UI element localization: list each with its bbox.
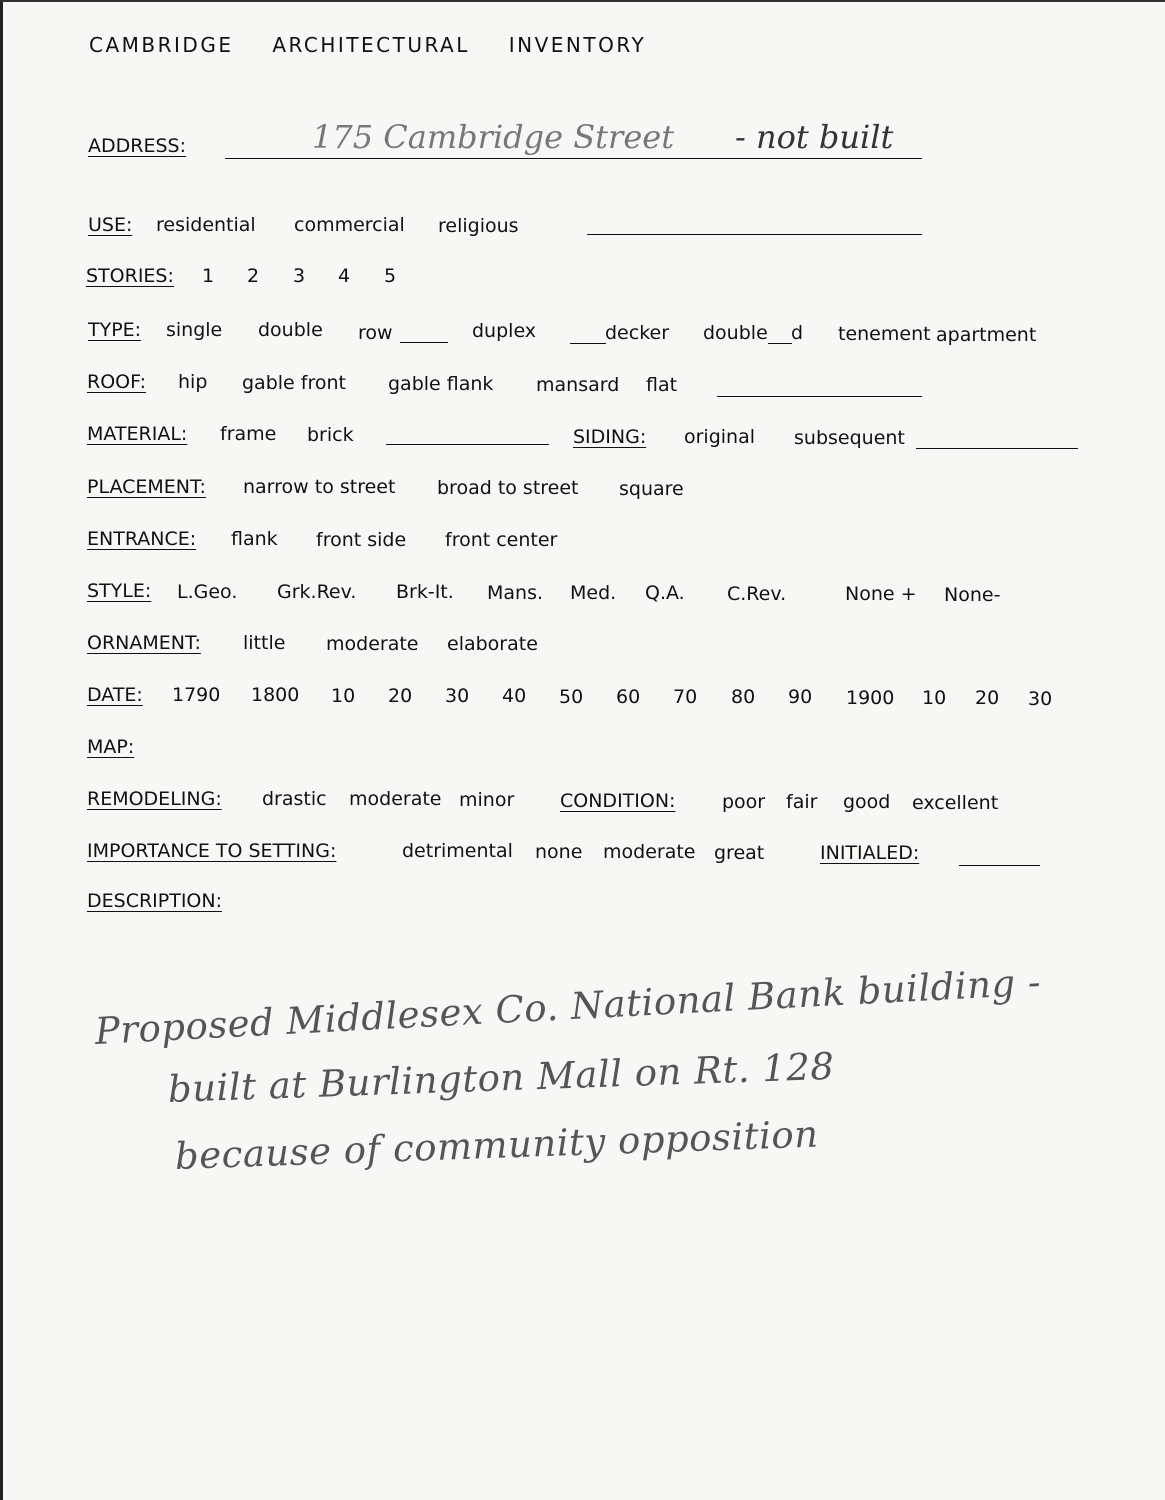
date-option[interactable]: 90 [788,686,813,708]
row-blank-line [400,342,448,343]
siding-label: SIDING: [573,426,647,448]
style-label: STYLE: [87,580,152,602]
date-option[interactable]: 40 [502,685,527,707]
siding-option[interactable]: subsequent [794,427,905,449]
placement-option[interactable]: square [619,478,684,500]
entrance-option[interactable]: front center [445,529,558,551]
type-option[interactable]: double [703,322,768,344]
entrance-option[interactable]: flank [231,528,278,550]
type-label: TYPE: [88,319,142,341]
stories-label: STORIES: [86,265,174,287]
style-option[interactable]: Q.A. [645,582,685,604]
remodeling-label: REMODELING: [87,788,222,810]
importance-option[interactable]: great [714,842,765,864]
type-option[interactable]: single [166,319,223,341]
roof-option[interactable]: gable front [242,372,346,394]
siding-option[interactable]: original [684,426,756,448]
double-d-blank-line [768,343,792,344]
stories-option[interactable]: 4 [338,265,351,287]
stories-option[interactable]: 5 [384,265,397,287]
remodeling-option[interactable]: drastic [262,788,327,810]
placement-option[interactable]: narrow to street [243,476,396,498]
ornament-option[interactable]: moderate [326,633,419,655]
style-option[interactable]: Brk-It. [396,581,454,603]
use-option[interactable]: residential [156,214,256,236]
address-line [225,158,922,159]
condition-option[interactable]: good [843,791,891,813]
material-label: MATERIAL: [87,423,188,445]
roof-option[interactable]: mansard [536,374,620,396]
date-option[interactable]: 60 [616,686,641,708]
ornament-option[interactable]: little [243,632,286,654]
initialed-label: INITIALED: [820,842,920,864]
date-label: DATE: [87,684,143,706]
style-option[interactable]: Med. [570,582,617,604]
style-option[interactable]: Mans. [487,582,544,604]
use-other-line [587,234,922,235]
material-other-line [386,444,549,445]
entrance-label: ENTRANCE: [87,528,197,550]
form-title [89,33,676,57]
date-option[interactable]: 1800 [251,684,300,706]
type-option[interactable]: double [258,319,323,341]
date-option[interactable]: 30 [445,685,470,707]
date-option[interactable]: 80 [731,686,756,708]
type-option[interactable]: apartment [936,324,1037,346]
date-option[interactable]: 1790 [172,684,221,706]
condition-label: CONDITION: [560,790,676,812]
siding-other-line [916,448,1078,449]
type-option[interactable]: duplex [472,320,537,342]
address-label: ADDRESS: [88,135,186,157]
condition-option[interactable]: fair [786,791,818,813]
remodeling-option[interactable]: minor [459,789,515,811]
importance-option[interactable]: moderate [603,841,696,863]
condition-option[interactable]: excellent [912,792,999,814]
roof-label: ROOF: [87,371,146,393]
description-label: DESCRIPTION: [87,890,223,912]
roof-option[interactable]: hip [178,371,208,393]
date-option[interactable]: 30 [1028,688,1053,710]
date-option[interactable]: 20 [388,685,413,707]
style-option[interactable]: None- [944,584,1001,606]
title-part: INVENTORY [508,33,647,57]
description-line: built at Burlington Mall on Rt. 128 [167,1044,836,1111]
initialed-line[interactable] [959,865,1040,866]
importance-label: IMPORTANCE TO SETTING: [87,840,337,862]
stories-option[interactable]: 2 [247,265,260,287]
ornament-option[interactable]: elaborate [447,633,538,655]
remodeling-option[interactable]: moderate [349,788,442,810]
use-option[interactable]: religious [438,215,519,237]
placement-label: PLACEMENT: [87,476,206,498]
roof-option[interactable]: gable flank [388,373,494,395]
date-option[interactable]: 1900 [846,687,895,709]
roof-option[interactable]: flat [646,374,678,396]
decker-blank-line [570,343,606,344]
type-option[interactable]: tenement [838,323,931,345]
title-part: CAMBRIDGE [89,33,234,57]
material-option[interactable]: brick [307,424,354,446]
style-option[interactable]: C.Rev. [727,583,787,605]
ornament-label: ORNAMENT: [87,632,201,654]
use-option[interactable]: commercial [294,214,405,236]
importance-option[interactable]: none [535,841,583,863]
description-line: Proposed Middlesex Co. National Bank building - [93,960,1042,1053]
type-option[interactable]: row [358,322,393,344]
scan-edge-top [0,0,1165,2]
style-option[interactable]: None + [845,583,917,605]
date-option[interactable]: 10 [331,685,356,707]
title-part: ARCHITECTURAL [272,33,470,57]
placement-option[interactable]: broad to street [437,477,579,499]
style-option[interactable]: L.Geo. [177,581,238,603]
date-option[interactable]: 70 [673,686,698,708]
date-option[interactable]: 50 [559,686,584,708]
type-option[interactable]: d [791,322,804,344]
type-option[interactable]: decker [605,322,670,344]
date-option[interactable]: 20 [975,687,1000,709]
entrance-option[interactable]: front side [316,529,407,551]
map-label: MAP: [87,736,135,758]
address-value[interactable]: 175 Cambridge Street [312,118,675,156]
use-label: USE: [88,214,133,236]
style-option[interactable]: Grk.Rev. [277,581,357,603]
roof-other-line [717,396,922,397]
date-option[interactable]: 10 [922,687,947,709]
stories-option[interactable]: 3 [293,265,306,287]
importance-option[interactable]: detrimental [402,840,513,862]
address-note: - not built [735,118,894,156]
condition-option[interactable]: poor [722,791,766,813]
description-line: because of community opposition [174,1112,820,1178]
stories-option[interactable]: 1 [202,265,215,287]
scan-edge [0,0,3,1500]
material-option[interactable]: frame [220,423,277,445]
